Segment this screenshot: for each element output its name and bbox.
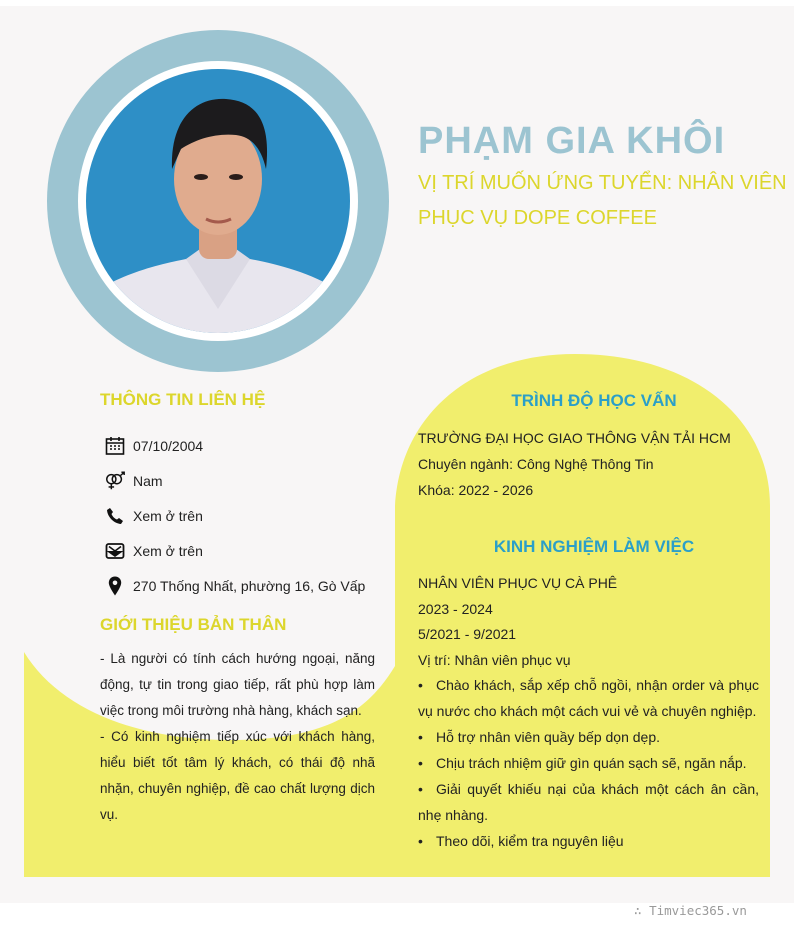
profile-photo [86, 69, 350, 333]
intro-text [100, 646, 375, 828]
desired-position-line-1: VỊ TRÍ MUỐN ỨNG TUYỂN: NHÂN VIÊN [418, 172, 787, 194]
candidate-name: PHẠM GIA KHÔI [418, 120, 726, 162]
cv-page [0, 6, 794, 903]
list-item: • Theo dõi, kiểm tra nguyên liệu [418, 833, 624, 849]
watermark: ∴ Timviec365.vn [634, 903, 747, 918]
education-school: TRƯỜNG ĐẠI HỌC GIAO THÔNG VẬN TẢI HCM [418, 430, 731, 446]
experience-period: 2023 - 2024 [418, 600, 493, 617]
email-icon [104, 540, 126, 562]
contact-section-title: THÔNG TIN LIÊN HỆ [100, 390, 266, 409]
contact-address-text: 270 Thống Nhất, phường 16, Gò Vấp [133, 578, 366, 594]
contact-email-text: Xem ở trên [133, 543, 203, 559]
contact-birthdate [104, 434, 203, 458]
intro-paragraph: - Là người có tính cách hướng ngoại, năng động, tự tin trong giao tiếp, rất phù hợp làm việc trong môi trường nhà hàng, khách sạn. [100, 651, 375, 718]
experience-bullet-list [418, 672, 759, 854]
intro-section-title: GIỚI THIỆU BẢN THÂN [100, 615, 287, 634]
contact-address [104, 574, 365, 598]
list-item: • Giải quyết khiếu nại của khách một cách ân cần, nhẹ nhàng. [418, 781, 759, 823]
education-major: Chuyên ngành: Công Nghệ Thông Tin [418, 456, 654, 472]
calendar-icon [104, 435, 126, 457]
list-item: • Hỗ trợ nhân viên quầy bếp dọn dẹp. [418, 729, 661, 745]
contact-email [104, 539, 203, 563]
experience-job-title: NHÂN VIÊN PHỤC VỤ CÀ PHÊ [418, 575, 618, 591]
list-item: • Chào khách, sắp xếp chỗ ngồi, nhận order và phục vụ nước cho khách một cách vui vẻ và chuyên nghiệp. [418, 677, 759, 719]
contact-gender [104, 469, 163, 493]
education-section-title: TRÌNH ĐỘ HỌC VẤN [511, 391, 677, 410]
experience-role: Vị trí: Nhân viên phục vụ [418, 651, 571, 668]
location-icon [104, 575, 126, 597]
contact-phone [104, 504, 203, 528]
phone-icon [104, 505, 126, 527]
experience-block [418, 571, 617, 673]
intro-paragraph: - Có kinh nghiệm tiếp xúc với khách hàng, hiểu biết tốt tâm lý khách, có thái độ nhã nhặn, chuyên nghiệp, đề cao chất lượng dịch vụ. [100, 729, 375, 822]
watermark-text: Timviec365.vn [649, 903, 747, 918]
contact-phone-text: Xem ở trên [133, 508, 203, 524]
experience-section-title: KINH NGHIỆM LÀM VIỆC [493, 537, 695, 556]
gender-icon [104, 470, 126, 492]
desired-position [418, 166, 788, 236]
education-block [418, 425, 731, 503]
experience-period: 5/2021 - 9/2021 [418, 626, 517, 642]
contact-birthdate-text: 07/10/2004 [133, 438, 204, 454]
list-item: • Chịu trách nhiệm giữ gìn quán sạch sẽ, ngăn nắp. [418, 755, 747, 771]
education-years: Khóa: 2022 - 2026 [418, 482, 534, 498]
contact-gender-text: Nam [133, 473, 163, 489]
desired-position-line-2: PHỤC VỤ DOPE COFFEE [418, 207, 657, 229]
